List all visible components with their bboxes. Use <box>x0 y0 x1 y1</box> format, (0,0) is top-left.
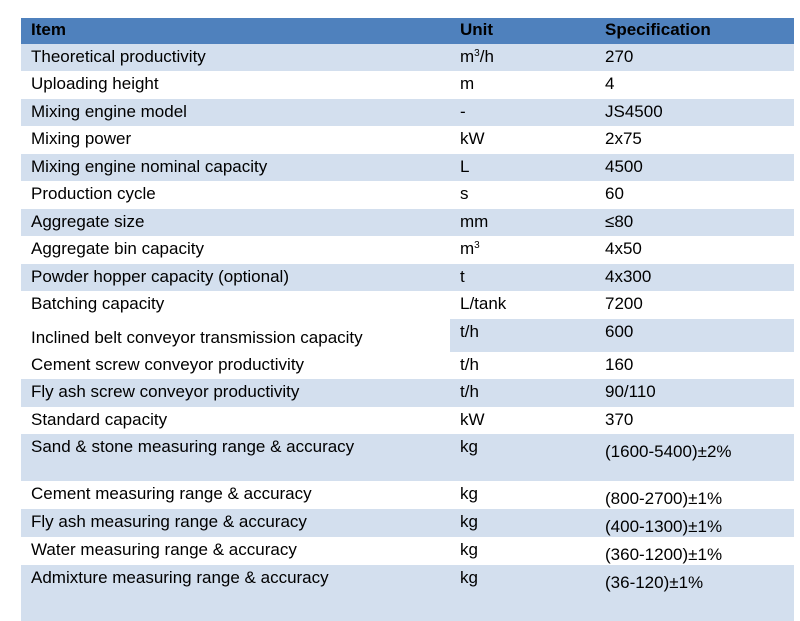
item-cell: Mixing power <box>31 129 132 148</box>
spec-cell: 4 <box>605 74 615 93</box>
item-cell: Fly ash measuring range & accuracy <box>31 512 307 531</box>
unit-cell: t/h <box>450 319 595 352</box>
header-item: Item <box>31 20 66 39</box>
unit-cell: kg <box>460 437 478 456</box>
table-row <box>21 99 794 126</box>
item-cell: Inclined belt conveyor transmission capacity <box>21 319 450 352</box>
item-cell: Aggregate bin capacity <box>31 239 204 258</box>
spec-cell: (360-1200)±1% <box>605 545 723 564</box>
table-row <box>21 565 794 621</box>
spec-cell: 370 <box>605 410 634 429</box>
item-cell: Cement screw conveyor productivity <box>31 355 305 374</box>
unit-cell: kg <box>460 512 478 531</box>
table-row <box>21 291 794 319</box>
spec-cell: JS4500 <box>605 102 663 121</box>
spec-cell: 600 <box>595 319 794 352</box>
unit-cell: $m^3/h$ <box>460 47 494 66</box>
item-cell: Aggregate size <box>31 212 145 231</box>
header-unit: Unit <box>460 20 494 39</box>
spec-cell: 7200 <box>605 294 643 313</box>
unit-cell: L/tank <box>460 294 507 313</box>
spec-cell: 4500 <box>605 157 643 176</box>
table-row <box>21 407 794 434</box>
table-row <box>21 181 794 209</box>
table-row <box>21 126 794 154</box>
item-cell: Fly ash screw conveyor productivity <box>31 382 300 401</box>
item-cell: Cement measuring range & accuracy <box>31 484 312 503</box>
table-row <box>21 71 794 99</box>
table-row <box>21 509 794 537</box>
unit-cell: kW <box>460 410 485 429</box>
item-cell: Mixing engine model <box>31 102 187 121</box>
item-cell: Theoretical productivity <box>31 47 206 66</box>
spec-cell: (800-2700)±1% <box>605 489 723 508</box>
unit-cell: kg <box>460 484 478 503</box>
unit-cell: kg <box>460 568 478 587</box>
table-header-row <box>21 18 794 44</box>
table-row <box>21 537 794 565</box>
unit-cell: L <box>460 157 470 176</box>
table-row <box>21 434 794 481</box>
unit-cell: m <box>460 74 475 93</box>
item-cell: Standard capacity <box>31 410 168 429</box>
specification-table <box>21 18 794 621</box>
table-row <box>21 154 794 181</box>
header-specification: Specification <box>605 20 711 39</box>
spec-cell: ≤80 <box>605 212 634 231</box>
table-row <box>21 481 794 509</box>
item-cell: Powder hopper capacity (optional) <box>31 267 289 286</box>
unit-cell: t <box>460 267 465 286</box>
table-row <box>21 379 794 407</box>
item-cell: Uploading height <box>31 74 159 93</box>
spec-cell: (1600-5400)±2% <box>605 442 732 461</box>
item-cell: Mixing engine nominal capacity <box>31 157 268 176</box>
item-cell: Admixture measuring range & accuracy <box>31 568 329 587</box>
spec-cell: 90/110 <box>605 382 656 401</box>
unit-cell: kW <box>460 129 485 148</box>
table-row <box>21 209 794 236</box>
unit-cell: $m^3$ <box>460 239 480 258</box>
unit-cell: mm <box>460 212 489 231</box>
unit-cell: t/h <box>460 382 479 401</box>
table-row <box>21 319 794 352</box>
item-cell: Sand & stone measuring range & accuracy <box>31 437 355 456</box>
spec-cell: 160 <box>605 355 634 374</box>
spec-cell: 2x75 <box>605 129 642 148</box>
table-row <box>21 44 794 71</box>
item-cell: Water measuring range & accuracy <box>31 540 297 559</box>
spec-cell: (36-120)±1% <box>605 573 704 592</box>
unit-cell: - <box>460 102 466 121</box>
item-cell: Production cycle <box>31 184 156 203</box>
spec-cell: (400-1300)±1% <box>605 517 723 536</box>
unit-cell: t/h <box>460 355 479 374</box>
table-row <box>21 352 794 379</box>
item-cell: Batching capacity <box>31 294 165 313</box>
unit-cell: kg <box>460 540 478 559</box>
spec-cell: 4x50 <box>605 239 642 258</box>
unit-cell: s <box>460 184 469 203</box>
table-row <box>21 236 794 264</box>
spec-cell: 60 <box>605 184 624 203</box>
table-row <box>21 264 794 291</box>
spec-cell: 270 <box>605 47 634 66</box>
spec-cell: 4x300 <box>605 267 652 286</box>
